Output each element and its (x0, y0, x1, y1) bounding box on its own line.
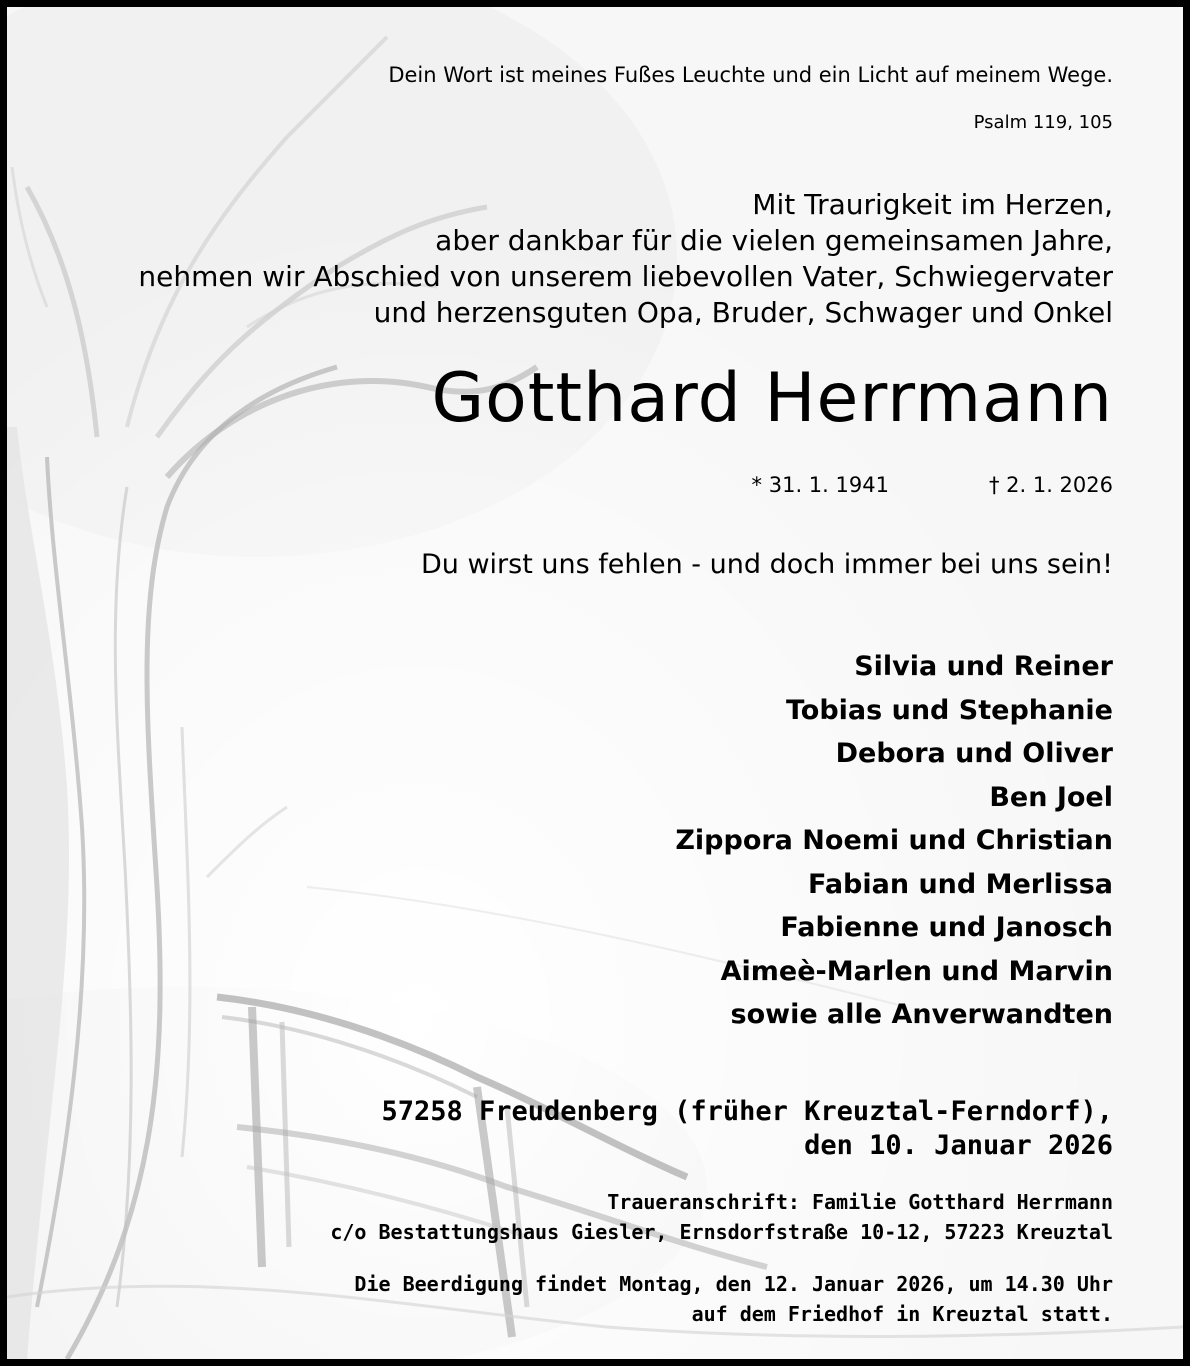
birth-date: * 31. 1. 1941 (751, 473, 889, 497)
intro-text (138, 187, 1113, 331)
bible-verse-reference: Psalm 119, 105 (973, 112, 1113, 133)
deceased-name: Gotthard Herrmann (431, 359, 1113, 438)
mourner-entry: Aimeè-Marlen und Marvin (720, 955, 1113, 987)
mourners-list (675, 645, 1113, 1037)
place-line: 57258 Freudenberg (früher Kreuztal-Ferndorf), (381, 1096, 1113, 1127)
intro-line: Mit Traurigkeit im Herzen, (752, 188, 1113, 221)
intro-line: aber dankbar für die vielen gemeinsamen Jahre, (435, 224, 1113, 257)
funeral-line: Die Beerdigung findet Montag, den 12. Januar 2026, um 14.30 Uhr (354, 1272, 1113, 1296)
intro-line: und herzensguten Opa, Bruder, Schwager und Onkel (373, 296, 1113, 329)
mourner-entry: Fabian und Merlissa (807, 868, 1113, 900)
date-line: den 10. Januar 2026 (804, 1130, 1113, 1161)
bible-verse: Dein Wort ist meines Fußes Leuchte und ein Licht auf meinem Wege. (388, 63, 1113, 87)
mourner-entry: Debora und Oliver (835, 738, 1113, 769)
mourner-entry: Tobias und Stephanie (785, 694, 1113, 726)
mourner-entry: sowie alle Anverwandten (730, 999, 1113, 1030)
intro-line: nehmen wir Abschied von unserem liebevollen Vater, Schwiegervater (138, 260, 1113, 293)
address-line: c/o Bestattungshaus Giesler, Ernsdorfstraße 10-12, 57223 Kreuztal (330, 1220, 1113, 1244)
mourner-entry: Silvia und Reiner (854, 651, 1113, 682)
address-line: Traueranschrift: Familie Gotthard Herrmann (607, 1190, 1113, 1214)
place-and-date (382, 1095, 1114, 1163)
funeral-info (354, 1269, 1113, 1329)
life-dates (752, 473, 1113, 497)
funeral-line: auf dem Friedhof in Kreuztal statt. (691, 1302, 1113, 1326)
mourning-address (330, 1187, 1113, 1247)
mourner-entry: Zippora Noemi und Christian (675, 825, 1113, 856)
mourner-entry: Ben Joel (989, 781, 1113, 813)
death-date: † 2. 1. 2026 (988, 473, 1113, 497)
mourner-entry: Fabienne und Janosch (780, 912, 1113, 943)
motto: Du wirst uns fehlen - und doch immer bei uns sein! (420, 549, 1113, 580)
